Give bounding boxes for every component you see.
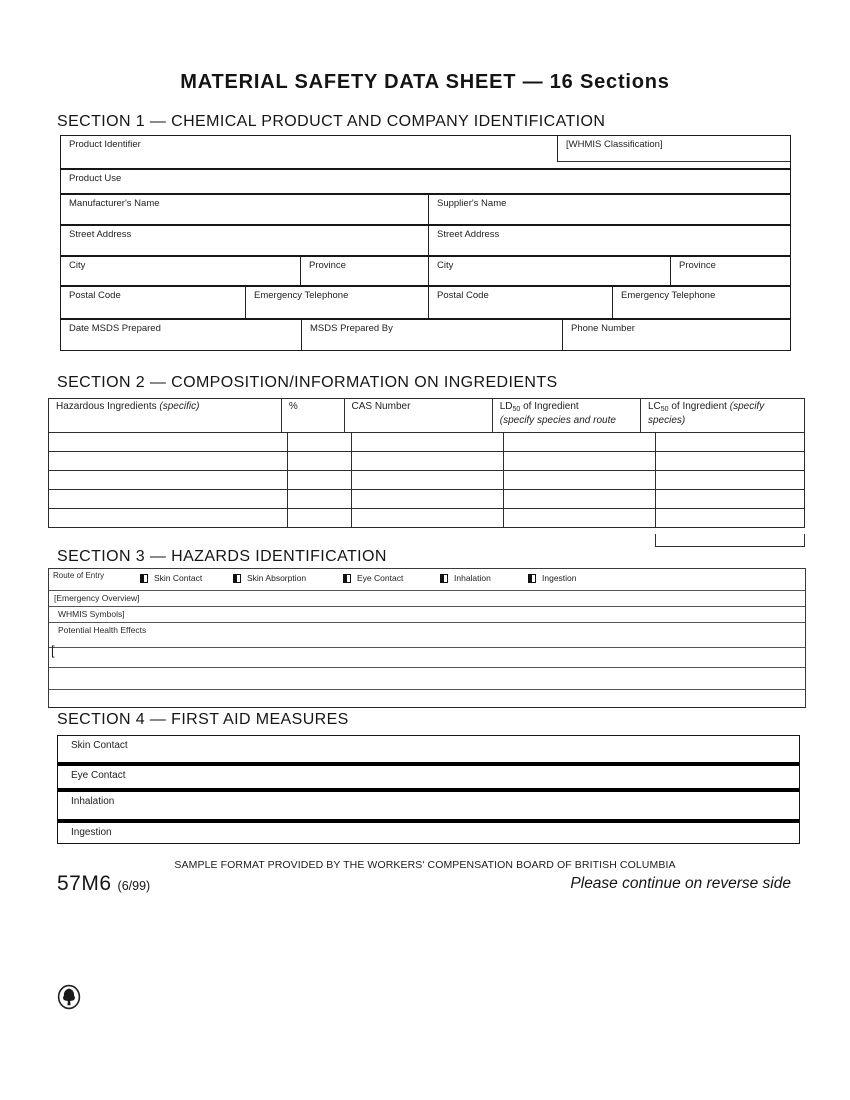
ingredients-table-header xyxy=(49,399,804,432)
ingredient-row xyxy=(49,470,804,489)
cas-cell[interactable] xyxy=(352,452,504,470)
ingredient-cell[interactable] xyxy=(49,433,288,451)
ingredient-row xyxy=(49,432,804,451)
blank-row[interactable] xyxy=(49,647,805,667)
route-of-entry-label: Route of Entry xyxy=(53,571,105,580)
percent-cell[interactable] xyxy=(288,452,352,470)
product-use-label: Product Use xyxy=(69,173,122,184)
row-product-use xyxy=(61,168,790,193)
supplier-city-field[interactable] xyxy=(429,257,671,285)
col-lc50: $LC_{50}$ of Ingredient (specify species) xyxy=(647,401,765,426)
continue-note: Please continue on reverse side xyxy=(570,875,791,892)
checkbox-label: Eye Contact xyxy=(357,573,404,583)
eye-contact-label: Eye Contact xyxy=(71,770,126,781)
date-msds-prepared-label: Date MSDS Prepared xyxy=(69,323,161,334)
ld50-cell[interactable] xyxy=(504,433,656,451)
whmis-symbols-row[interactable] xyxy=(49,606,805,622)
supplier-street-address-field[interactable] xyxy=(429,226,790,255)
route-skin-contact xyxy=(140,573,202,583)
percent-cell[interactable] xyxy=(288,433,352,451)
ingredient-cell[interactable] xyxy=(49,509,288,527)
whmis-symbols-label: WHMIS Symbols] xyxy=(58,609,125,619)
percent-cell[interactable] xyxy=(288,490,352,508)
row-city-province xyxy=(61,255,790,285)
form-number-value: 57M6 xyxy=(57,872,112,895)
route-of-entry-row xyxy=(49,569,805,590)
msds-prepared-by-label: MSDS Prepared By xyxy=(310,323,393,334)
street-address-label: Street Address xyxy=(437,229,500,240)
city-label: City xyxy=(437,260,454,271)
lc50-cell[interactable] xyxy=(656,509,804,527)
phone-number-field[interactable] xyxy=(563,320,790,350)
row-names xyxy=(61,193,790,224)
ingredient-row xyxy=(49,489,804,508)
city-label: City xyxy=(69,260,86,271)
manufacturer-province-field[interactable] xyxy=(301,257,429,285)
supplier-province-field[interactable] xyxy=(671,257,790,285)
checkbox-label: Skin Contact xyxy=(154,573,203,583)
percent-cell[interactable] xyxy=(288,471,352,489)
section4-heading: SECTION 4 — FIRST AID MEASURES xyxy=(57,711,349,728)
supplier-emergency-telephone-field[interactable] xyxy=(613,287,790,318)
cas-cell[interactable] xyxy=(352,490,504,508)
cas-cell[interactable] xyxy=(352,433,504,451)
cas-cell[interactable] xyxy=(352,509,504,527)
lc50-column-extension xyxy=(655,534,805,547)
street-address-label: Street Address xyxy=(69,229,132,240)
route-eye-contact xyxy=(343,573,403,583)
emergency-overview-row[interactable] xyxy=(49,590,805,606)
suppliers-name-label: Supplier's Name xyxy=(437,198,507,209)
province-label: Province xyxy=(679,260,716,271)
page-title: MATERIAL SAFETY DATA SHEET — 16 Sections xyxy=(180,71,670,93)
col-ld50: $LD_{50}$ of Ingredient (specify species and route xyxy=(493,399,641,432)
col-cas-number: CAS Number xyxy=(345,399,493,432)
phone-number-label: Phone Number xyxy=(571,323,635,334)
row-postal-emergency xyxy=(61,285,790,318)
ingredient-row xyxy=(49,508,804,527)
emergency-telephone-label: Emergency Telephone xyxy=(621,290,716,301)
manufacturers-name-label: Manufacturer's Name xyxy=(69,198,160,209)
form-revision: (6/99) xyxy=(117,879,151,893)
checkbox-icon[interactable] xyxy=(140,574,148,583)
section2-heading: SECTION 2 — COMPOSITION/INFORMATION ON INGREDIENTS xyxy=(57,374,558,391)
skin-contact-label: Skin Contact xyxy=(71,740,128,751)
inhalation-field[interactable] xyxy=(58,788,799,819)
checkbox-label: Inhalation xyxy=(454,573,491,583)
date-msds-prepared-field[interactable] xyxy=(61,320,302,350)
manufacturer-emergency-telephone-field[interactable] xyxy=(246,287,429,318)
lc50-cell[interactable] xyxy=(656,452,804,470)
stray-bracket-mark: [ xyxy=(51,643,55,658)
checkbox-icon[interactable] xyxy=(343,574,351,583)
ingredients-table xyxy=(48,398,805,528)
ld50-cell[interactable] xyxy=(504,490,656,508)
msds-prepared-by-field[interactable] xyxy=(302,320,563,350)
supplier-postal-code-field[interactable] xyxy=(429,287,613,318)
section3-box xyxy=(48,568,806,708)
ld50-cell[interactable] xyxy=(504,509,656,527)
section3-heading: SECTION 3 — HAZARDS IDENTIFICATION xyxy=(57,548,387,565)
product-use-field[interactable] xyxy=(61,170,790,193)
ingredient-row xyxy=(49,451,804,470)
checkbox-icon[interactable] xyxy=(233,574,241,583)
suppliers-name-field[interactable] xyxy=(429,195,790,224)
manufacturer-city-field[interactable] xyxy=(61,257,301,285)
lc50-cell[interactable] xyxy=(656,471,804,489)
ld50-cell[interactable] xyxy=(504,452,656,470)
eye-contact-field[interactable] xyxy=(58,762,799,788)
province-label: Province xyxy=(309,260,346,271)
blank-row[interactable] xyxy=(49,667,805,689)
blank-row[interactable] xyxy=(49,689,805,707)
route-ingestion xyxy=(528,573,577,583)
ld50-cell[interactable] xyxy=(504,471,656,489)
emergency-overview-label: [Emergency Overview] xyxy=(54,593,140,603)
lc50-cell[interactable] xyxy=(656,433,804,451)
ingestion-field[interactable] xyxy=(58,819,799,843)
wcb-seal-icon xyxy=(57,984,81,1010)
lc50-cell[interactable] xyxy=(656,490,804,508)
row-msds-prepared xyxy=(61,318,790,350)
section1-box xyxy=(60,135,791,351)
product-identifier-label: Product Identifier xyxy=(69,139,141,150)
manufacturer-postal-code-field[interactable] xyxy=(61,287,246,318)
whmis-classification-field[interactable] xyxy=(557,136,790,162)
ingredient-cell[interactable] xyxy=(49,490,288,508)
col-percent: % xyxy=(282,399,345,432)
skin-contact-field[interactable] xyxy=(58,736,799,762)
checkbox-label: Skin Absorption xyxy=(247,573,307,583)
manufacturer-street-address-field[interactable] xyxy=(61,226,429,255)
emergency-telephone-label: Emergency Telephone xyxy=(254,290,349,301)
route-inhalation xyxy=(440,573,491,583)
percent-cell[interactable] xyxy=(288,509,352,527)
row-street-addresses xyxy=(61,224,790,255)
checkbox-icon[interactable] xyxy=(528,574,536,583)
section4-box xyxy=(57,735,800,844)
product-identifier-field[interactable] xyxy=(61,136,557,168)
col-hazardous-ingredients: Hazardous Ingredients (specific) xyxy=(49,399,282,432)
manufacturers-name-field[interactable] xyxy=(61,195,429,224)
cas-cell[interactable] xyxy=(352,471,504,489)
sample-format-note: SAMPLE FORMAT PROVIDED BY THE WORKERS' COMPENSATION BOARD OF BRITISH COLUMBIA xyxy=(174,859,676,871)
ingredient-cell[interactable] xyxy=(49,471,288,489)
route-skin-absorption xyxy=(233,573,306,583)
checkbox-icon[interactable] xyxy=(440,574,448,583)
potential-health-effects-label: Potential Health Effects xyxy=(58,625,147,635)
checkbox-label: Ingestion xyxy=(542,573,577,583)
whmis-classification-label: [WHMIS Classification] xyxy=(566,139,663,150)
ingestion-label: Ingestion xyxy=(71,827,112,838)
row-product-identifier xyxy=(61,136,790,168)
postal-code-label: Postal Code xyxy=(437,290,489,301)
postal-code-label: Postal Code xyxy=(69,290,121,301)
inhalation-label: Inhalation xyxy=(71,796,115,807)
section1-heading: SECTION 1 — CHEMICAL PRODUCT AND COMPANY IDENTIFICATION xyxy=(57,113,606,130)
form-number xyxy=(57,872,150,896)
potential-health-effects-row[interactable] xyxy=(49,622,805,647)
ingredient-cell[interactable] xyxy=(49,452,288,470)
